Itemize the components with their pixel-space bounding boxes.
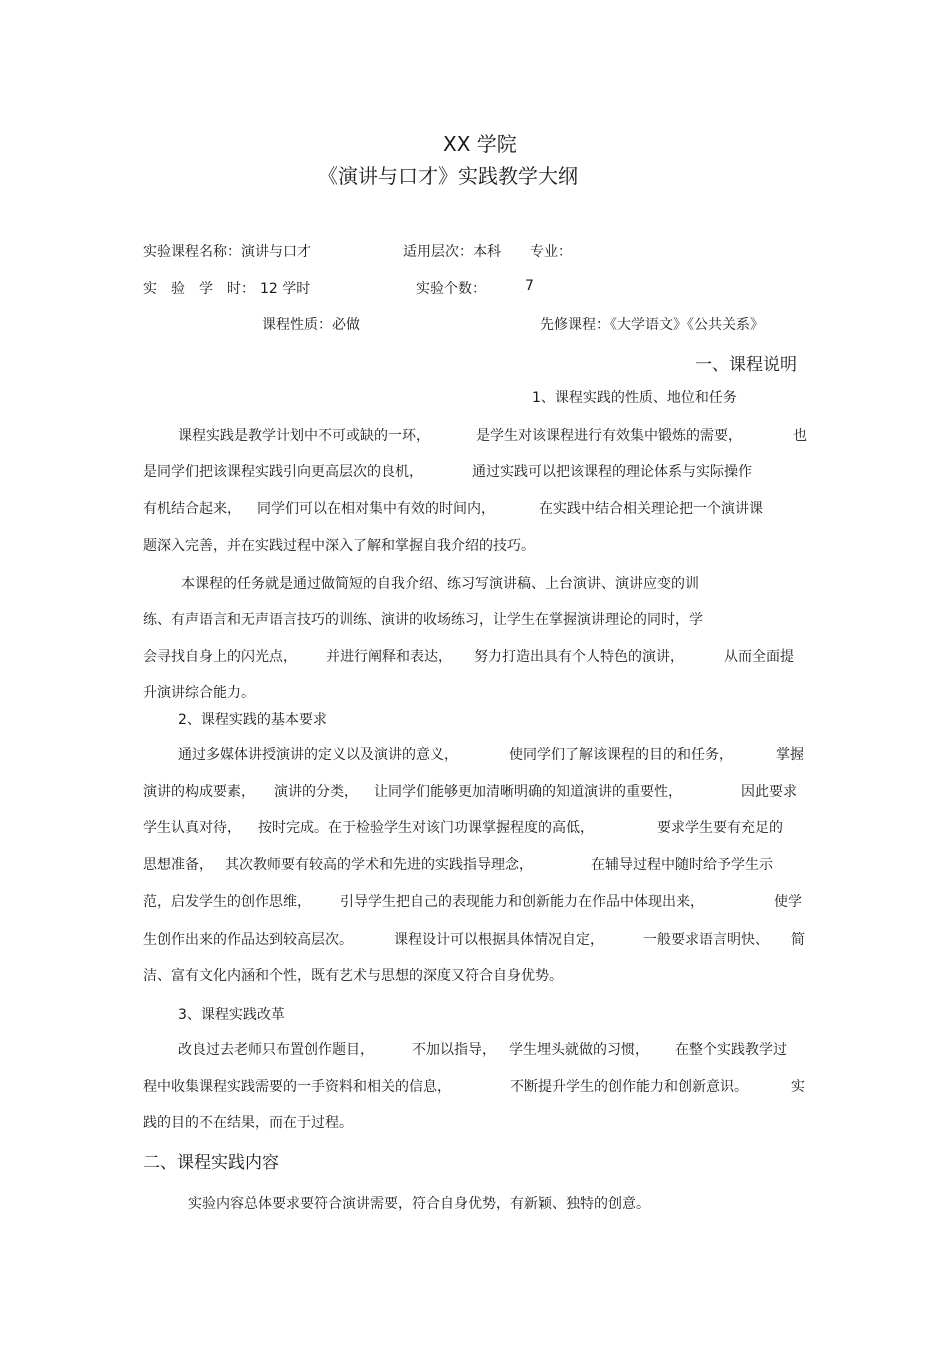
text-line: 掌握 [776, 747, 804, 763]
text-line: 在辅导过程中随时给予学生示 [591, 857, 773, 873]
text-line: 学生认真对待， [143, 820, 241, 836]
text-line: 简 [791, 932, 805, 948]
meta-hours-value: 12 学时 [260, 281, 311, 297]
text-line: 按时完成。在于检验学生对该门功课掌握程度的高低， [258, 820, 594, 836]
text-line: 学生埋头就做的习惯， [509, 1042, 649, 1058]
text-line: 本课程的任务就是通过做简短的自我介绍、练习写演讲稿、上台演讲、演讲应变的训 [181, 576, 699, 592]
text-line: 思想准备， [143, 857, 213, 873]
text-line: 不加以指导， [412, 1042, 496, 1058]
meta-level: 适用层次：本科 [403, 244, 501, 260]
text-line: 实 [791, 1079, 805, 1095]
subsection-heading-requirements: 2、课程实践的基本要求 [178, 712, 327, 728]
text-line: 通过多媒体讲授演讲的定义以及演讲的意义， [178, 747, 458, 763]
text-line: 要求学生要有充足的 [657, 820, 783, 836]
text-line: 让同学们能够更加清晰明确的知道演讲的重要性， [374, 784, 682, 800]
text-line: 也 [793, 428, 807, 444]
text-line: 改良过去老师只布置创作题目， [178, 1042, 374, 1058]
text-line: 不断提升学生的创作能力和创新意识。 [510, 1079, 748, 1095]
document-title: 《演讲与口才》实践教学大纲 [318, 164, 578, 188]
text-line: 努力打造出具有个人特色的演讲， [474, 649, 684, 665]
text-line: 是同学们把该课程实践引向更高层次的良机， [143, 464, 423, 480]
text-line: 课程实践是教学计划中不可或缺的一环， [178, 428, 430, 444]
document-title-institution: XX 学院 [443, 132, 517, 156]
section-heading-course-description: 一、课程说明 [695, 355, 797, 375]
text-line: 程中收集课程实践需要的一手资料和相关的信息， [143, 1079, 451, 1095]
text-line: 会寻找自身上的闪光点， [143, 649, 297, 665]
text-line: 一般要求语言明快、 [643, 932, 769, 948]
meta-hours-label: 实 验 学 时： [143, 281, 255, 297]
text-line: 题深入完善，并在实践过程中深入了解和掌握自我介绍的技巧。 [143, 538, 535, 554]
text-line: 同学们可以在相对集中有效的时间内， [257, 501, 495, 517]
text-line: 演讲的构成要素， [143, 784, 255, 800]
text-line: 洁、富有文化内涵和个性，既有艺术与思想的深度又符合自身优势。 [143, 968, 563, 984]
meta-count-label: 实验个数： [416, 281, 486, 297]
subsection-heading-nature: 1、课程实践的性质、地位和任务 [532, 390, 737, 406]
text-line: 生创作出来的作品达到较高层次。 [143, 932, 353, 948]
text-line: 练、有声语言和无声语言技巧的训练、演讲的收场练习，让学生在掌握演讲理论的同时，学 [143, 612, 703, 628]
text-line: 并进行阐释和表达， [326, 649, 452, 665]
text-line: 演讲的分类， [274, 784, 358, 800]
text-line: 引导学生把自己的表现能力和创新能力在作品中体现出来， [340, 894, 704, 910]
text-line: 在实践中结合相关理论把一个演讲课 [539, 501, 763, 517]
text-line: 践的目的不在结果，而在于过程。 [143, 1115, 353, 1131]
text-line: 有机结合起来， [143, 501, 241, 517]
meta-course-name: 实验课程名称：演讲与口才 [143, 244, 311, 260]
subsection-heading-reform: 3、课程实践改革 [178, 1007, 285, 1023]
text-line: 是学生对该课程进行有效集中锻炼的需要， [476, 428, 742, 444]
text-line: 使同学们了解该课程的目的和任务， [509, 747, 733, 763]
meta-nature: 课程性质：必做 [262, 317, 360, 333]
text-line: 课程设计可以根据具体情况自定， [394, 932, 604, 948]
text-line: 通过实践可以把该课程的理论体系与实际操作 [472, 464, 752, 480]
text-line: 在整个实践教学过 [675, 1042, 787, 1058]
meta-count-value: 7 [525, 278, 534, 294]
text-line: 范，启发学生的创作思维， [143, 894, 311, 910]
text-line: 因此要求 [741, 784, 797, 800]
text-line: 从而全面提 [724, 649, 794, 665]
meta-prereq: 先修课程：《大学语文》《公共关系》 [540, 317, 764, 333]
paragraph-practice-content: 实验内容总体要求要符合演讲需要，符合自身优势，有新颖、独特的创意。 [188, 1196, 650, 1212]
text-line: 其次教师要有较高的学术和先进的实践指导理念， [225, 857, 533, 873]
meta-major: 专业： [530, 244, 572, 260]
section-heading-practice-content: 二、课程实践内容 [143, 1153, 279, 1173]
text-line: 使学 [774, 894, 802, 910]
text-line: 升演讲综合能力。 [143, 685, 255, 701]
